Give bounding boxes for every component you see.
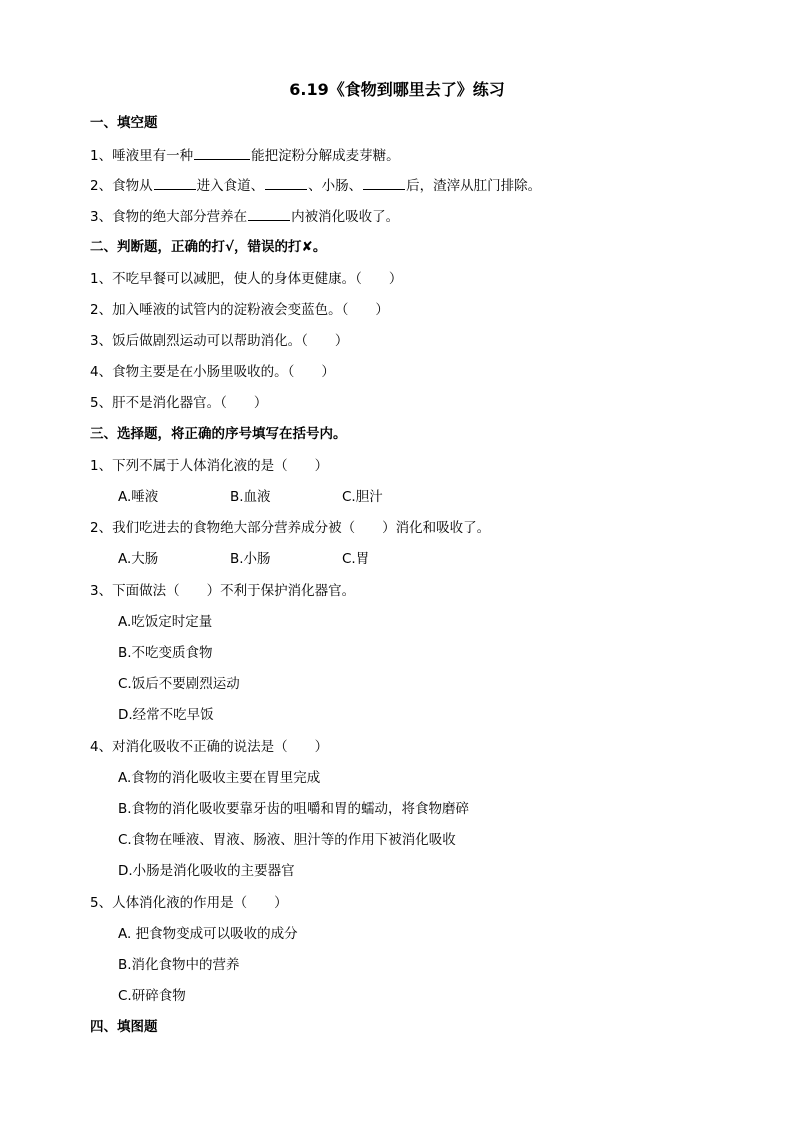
fill-q2-text-d: 后，渣滓从肛门排除。 bbox=[406, 178, 542, 194]
choice-q5-option-b[interactable]: B.消化食物中的营养 bbox=[118, 957, 240, 973]
choice-q5-option-a[interactable]: A. 把食物变成可以吸收的成分 bbox=[118, 926, 298, 942]
choice-q5-option-c[interactable]: C.研碎食物 bbox=[118, 988, 186, 1004]
choice-q3-option-b[interactable]: B.不吃变质食物 bbox=[118, 645, 213, 661]
choice-q4-option-d[interactable]: D.小肠是消化吸收的主要器官 bbox=[118, 863, 295, 879]
choice-q3-option-a[interactable]: A.吃饭定时定量 bbox=[118, 614, 213, 630]
choice-q2-option-b[interactable]: B.小肠 bbox=[230, 551, 271, 567]
choice-q2-options bbox=[118, 549, 454, 569]
choice-q4-option-a[interactable]: A.食物的消化吸收主要在胃里完成 bbox=[118, 770, 321, 786]
choice-question-3: 3、下面做法（ ）不利于保护消化器官。 bbox=[90, 583, 356, 599]
fill-q2-text-b: 进入食道、 bbox=[196, 178, 265, 194]
choice-q1-option-b[interactable]: B.血液 bbox=[230, 489, 271, 505]
fill-q3-text-a: 3、食物的绝大部分营养在 bbox=[90, 209, 248, 225]
judge-question-1: 1、不吃早餐可以减肥，使人的身体更健康。（ ） bbox=[90, 271, 403, 287]
choice-question-4: 4、对消化吸收不正确的说法是（ ） bbox=[90, 739, 329, 755]
fill-q1-blank[interactable] bbox=[194, 145, 250, 160]
choice-q2-option-a[interactable]: A.大肠 bbox=[118, 551, 159, 567]
fill-q2-blank-3[interactable] bbox=[363, 175, 405, 190]
judge-question-3: 3、饭后做剧烈运动可以帮助消化。（ ） bbox=[90, 333, 349, 349]
fill-question-2 bbox=[90, 175, 541, 196]
section-choice-heading: 三、选择题，将正确的序号填写在括号内。 bbox=[90, 426, 347, 442]
choice-question-5: 5、人体消化液的作用是（ ） bbox=[90, 895, 288, 911]
fill-q2-text-c: 、小肠、 bbox=[308, 178, 363, 194]
fill-question-1 bbox=[90, 145, 400, 166]
fill-question-3 bbox=[90, 206, 399, 227]
fill-q2-blank-2[interactable] bbox=[265, 175, 307, 190]
choice-q1-options bbox=[118, 487, 454, 507]
fill-q3-blank[interactable] bbox=[248, 206, 290, 221]
judge-question-5: 5、肝不是消化器官。（ ） bbox=[90, 395, 268, 411]
fill-q1-text-b: 能把淀粉分解成麦芽糖。 bbox=[251, 148, 400, 164]
section-fill-heading: 一、填空题 bbox=[90, 115, 158, 131]
choice-q3-option-c[interactable]: C.饭后不要剧烈运动 bbox=[118, 676, 240, 692]
page-title: 6.19《食物到哪里去了》练习 bbox=[289, 80, 505, 99]
choice-q2-option-c[interactable]: C.胃 bbox=[342, 551, 370, 567]
choice-q4-option-c[interactable]: C.食物在唾液、胃液、肠液、胆汁等的作用下被消化吸收 bbox=[118, 832, 456, 848]
fill-q3-text-b: 内被消化吸收了。 bbox=[291, 209, 400, 225]
judge-question-4: 4、食物主要是在小肠里吸收的。（ ） bbox=[90, 364, 335, 380]
section-diagram-heading: 四、填图题 bbox=[90, 1019, 158, 1035]
fill-q2-blank-1[interactable] bbox=[154, 175, 196, 190]
section-judge-heading: 二、判断题，正确的打√，错误的打✘。 bbox=[90, 239, 327, 255]
choice-q4-option-b[interactable]: B.食物的消化吸收要靠牙齿的咀嚼和胃的蠕动，将食物磨碎 bbox=[118, 801, 470, 817]
choice-q3-option-d[interactable]: D.经常不吃早饭 bbox=[118, 707, 214, 723]
choice-question-2: 2、我们吃进去的食物绝大部分营养成分被（ ）消化和吸收了。 bbox=[90, 520, 491, 536]
choice-q1-option-a[interactable]: A.唾液 bbox=[118, 489, 159, 505]
fill-q1-text-a: 1、唾液里有一种 bbox=[90, 148, 194, 164]
fill-q2-text-a: 2、食物从 bbox=[90, 178, 153, 194]
choice-question-1: 1、下列不属于人体消化液的是（ ） bbox=[90, 458, 329, 474]
judge-question-2: 2、加入唾液的试管内的淀粉液会变蓝色。（ ） bbox=[90, 302, 389, 318]
choice-q1-option-c[interactable]: C.胆汁 bbox=[342, 489, 383, 505]
